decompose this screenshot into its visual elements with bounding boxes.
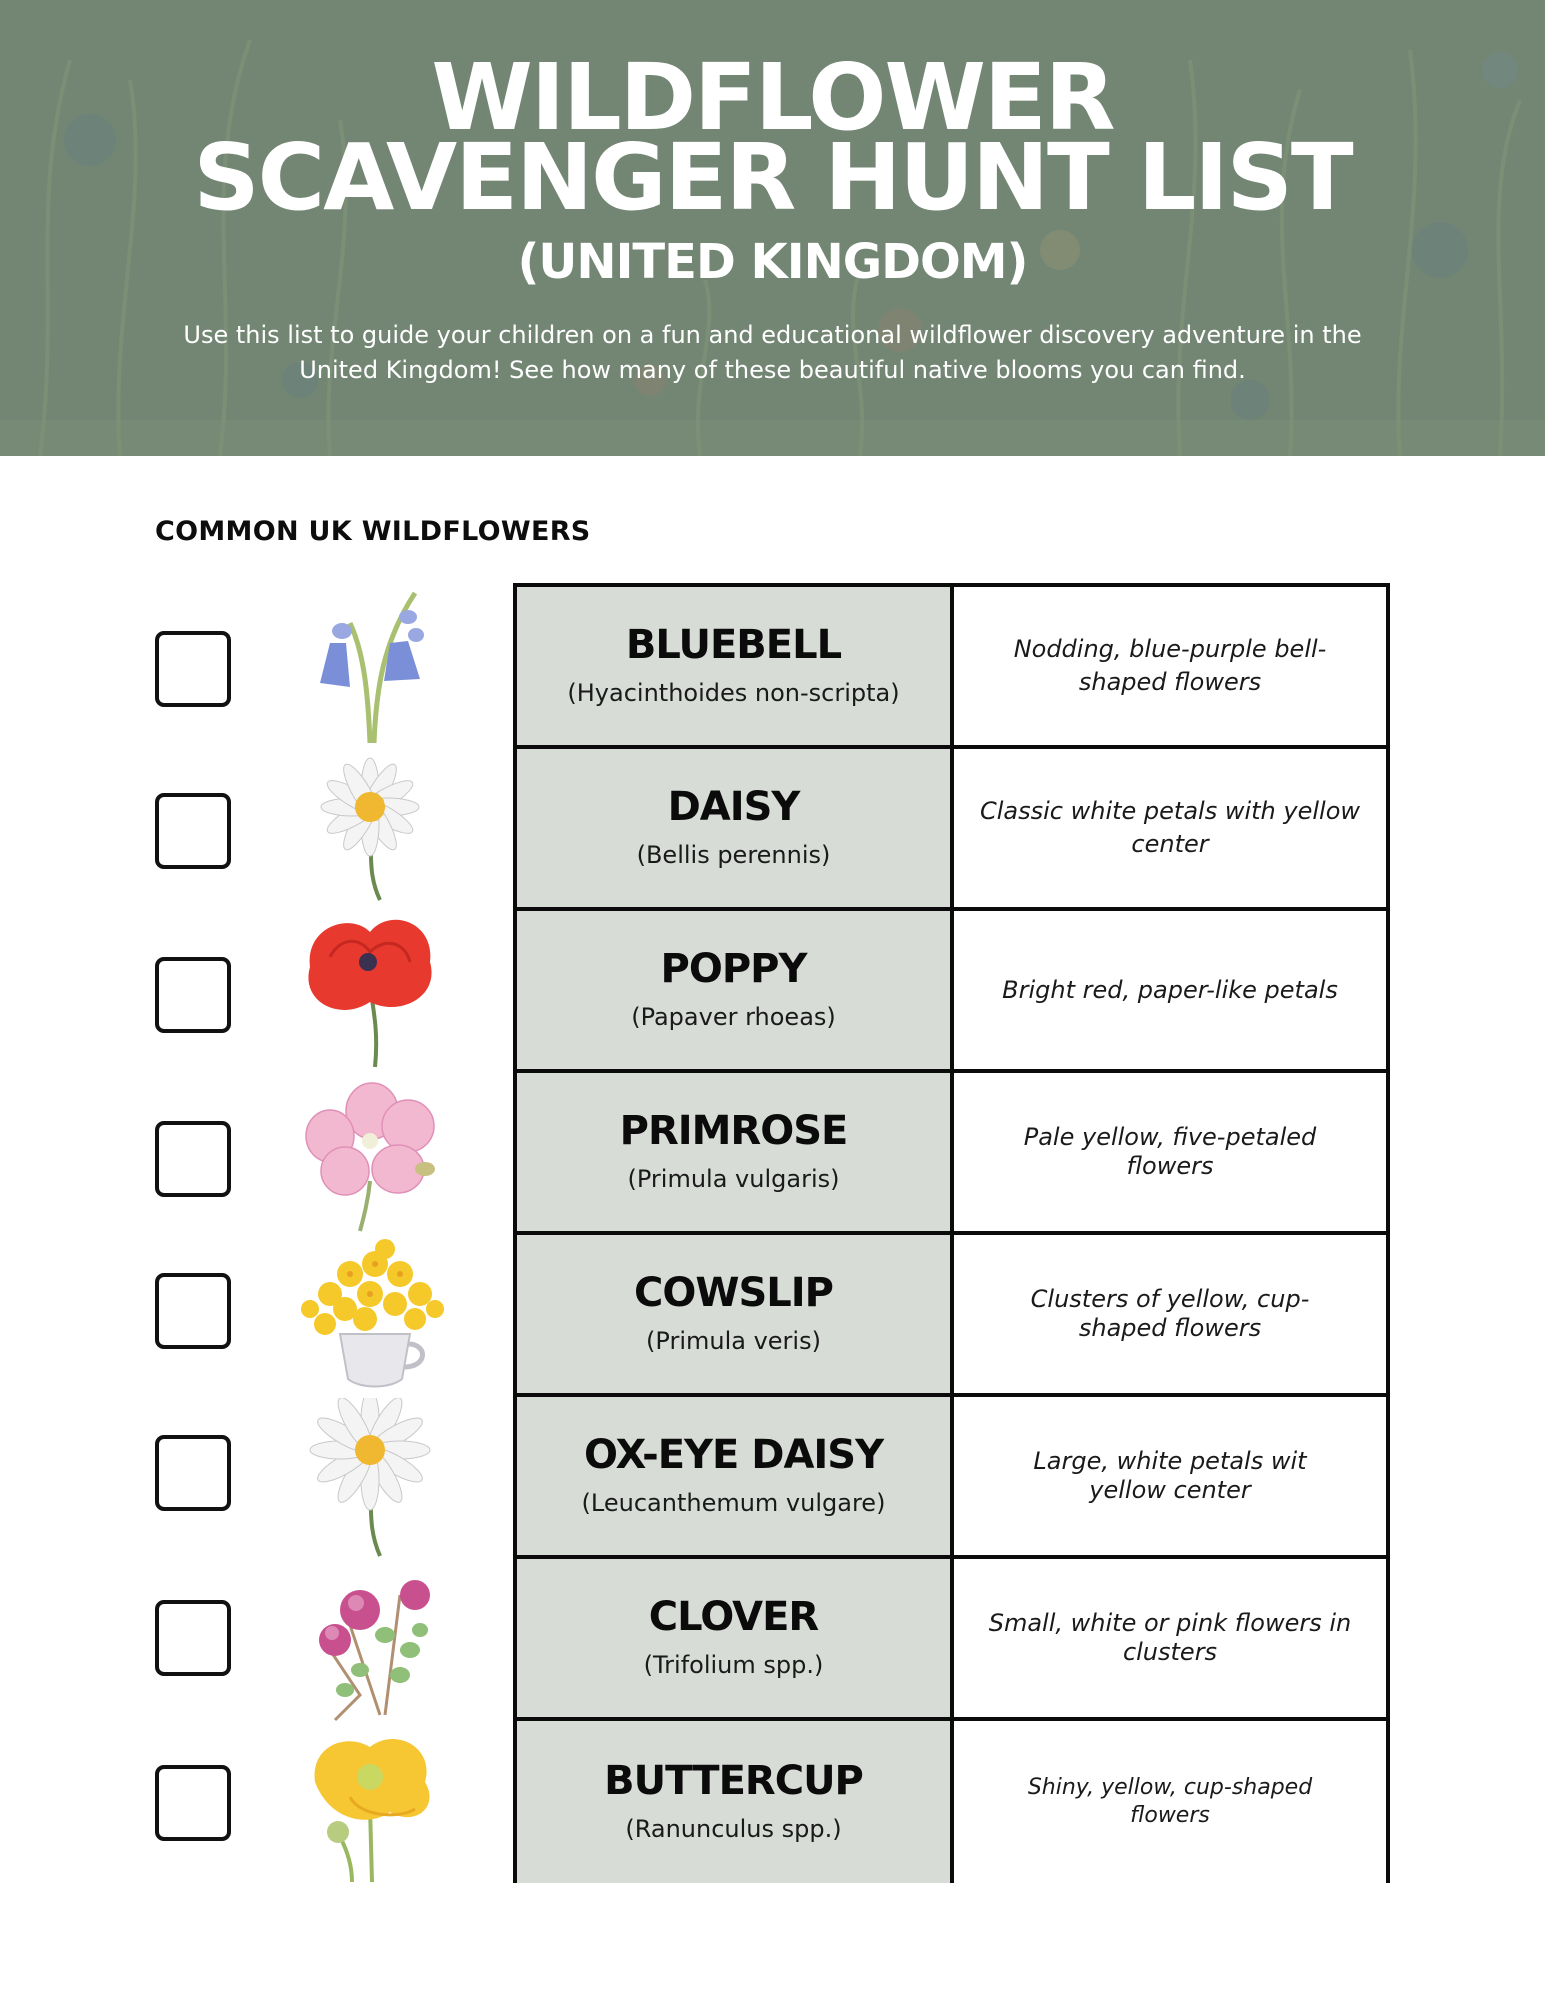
table-row bbox=[517, 587, 1386, 749]
clover-icon bbox=[290, 1575, 460, 1735]
common-name: COWSLIP bbox=[634, 1270, 833, 1316]
name-cell bbox=[517, 749, 954, 907]
list-item bbox=[0, 745, 500, 907]
flower-description: Nodding, blue-purple bell-shaped flowers bbox=[1013, 635, 1327, 696]
list-item bbox=[0, 1717, 500, 1879]
common-name: DAISY bbox=[667, 784, 800, 830]
table-row bbox=[517, 749, 1386, 911]
checkbox-poppy[interactable] bbox=[155, 957, 231, 1033]
list-item bbox=[0, 907, 500, 1069]
page-description: Use this list to guide your children on a fun and educational wildflower discovery adventure in the United Kingdom! See how many of these beautiful native blooms you can find. bbox=[183, 321, 1362, 384]
description-cell bbox=[954, 911, 1386, 1069]
flower-description: Pale yellow, five-petaled flowers bbox=[1023, 1123, 1317, 1180]
list-item bbox=[0, 1555, 500, 1717]
name-cell bbox=[517, 587, 954, 745]
flower-description: Large, white petals wit yellow center bbox=[1033, 1447, 1307, 1504]
description-cell bbox=[954, 1235, 1386, 1393]
ox-eye-daisy-icon bbox=[290, 1398, 460, 1558]
description-cell bbox=[954, 587, 1386, 745]
table-row bbox=[517, 1559, 1386, 1721]
name-cell bbox=[517, 1073, 954, 1231]
flower-description: Clusters of yellow, cup-shaped flowers bbox=[1030, 1285, 1310, 1342]
list-item bbox=[0, 1069, 500, 1231]
flower-description: Bright red, paper-like petals bbox=[1002, 975, 1338, 1004]
flower-description: Classic white petals with yellow center bbox=[979, 797, 1361, 858]
flower-description: Small, white or pink flowers in clusters bbox=[988, 1609, 1352, 1666]
daisy-icon bbox=[290, 745, 460, 905]
common-name: CLOVER bbox=[648, 1594, 819, 1640]
name-cell bbox=[517, 1721, 954, 1883]
page-subtitle: (UNITED KINGDOM) bbox=[517, 234, 1028, 290]
scientific-name: (Ranunculus spp.) bbox=[625, 1815, 842, 1843]
bluebell-icon bbox=[290, 583, 460, 743]
wildflower-table bbox=[513, 583, 1390, 1883]
common-name: PRIMROSE bbox=[619, 1108, 848, 1154]
scientific-name: (Leucanthemum vulgare) bbox=[581, 1489, 886, 1517]
name-cell bbox=[517, 911, 954, 1069]
section-heading: COMMON UK WILDFLOWERS bbox=[155, 516, 591, 547]
checkbox-primrose[interactable] bbox=[155, 1121, 231, 1197]
table-row bbox=[517, 1235, 1386, 1397]
list-item bbox=[0, 1393, 500, 1555]
checkbox-buttercup[interactable] bbox=[155, 1765, 231, 1841]
poppy-icon bbox=[290, 907, 460, 1067]
page-title-line-1: WILDFLOWER bbox=[431, 44, 1114, 151]
scientific-name: (Papaver rhoeas) bbox=[631, 1003, 836, 1031]
buttercup-icon bbox=[290, 1727, 460, 1887]
flower-description: Shiny, yellow, cup-shaped flowers bbox=[1027, 1775, 1313, 1828]
checkbox-cowslip[interactable] bbox=[155, 1273, 231, 1349]
description-cell bbox=[954, 1559, 1386, 1717]
list-item bbox=[0, 1231, 500, 1393]
checkbox-ox-eye-daisy[interactable] bbox=[155, 1435, 231, 1511]
name-cell bbox=[517, 1397, 954, 1555]
primrose-icon bbox=[290, 1081, 460, 1241]
table-row bbox=[517, 911, 1386, 1073]
description-cell bbox=[954, 1073, 1386, 1231]
description-cell bbox=[954, 1721, 1386, 1883]
checkbox-bluebell[interactable] bbox=[155, 631, 231, 707]
scientific-name: (Primula veris) bbox=[646, 1327, 821, 1355]
checkbox-daisy[interactable] bbox=[155, 793, 231, 869]
header-banner bbox=[0, 0, 1545, 456]
table-row bbox=[517, 1397, 1386, 1559]
scientific-name: (Primula vulgaris) bbox=[627, 1165, 840, 1193]
description-cell bbox=[954, 1397, 1386, 1555]
common-name: OX-EYE DAISY bbox=[583, 1432, 884, 1478]
checkbox-clover[interactable] bbox=[155, 1600, 231, 1676]
list-item bbox=[0, 583, 500, 745]
scientific-name: (Trifolium spp.) bbox=[643, 1651, 824, 1679]
scientific-name: (Hyacinthoides non-scripta) bbox=[567, 679, 900, 707]
name-cell bbox=[517, 1559, 954, 1717]
table-row bbox=[517, 1073, 1386, 1235]
table-row bbox=[517, 1721, 1386, 1883]
name-cell bbox=[517, 1235, 954, 1393]
scientific-name: (Bellis perennis) bbox=[636, 841, 831, 869]
description-cell bbox=[954, 749, 1386, 907]
page-title-line-2: SCAVENGER HUNT LIST bbox=[193, 124, 1352, 231]
common-name: BLUEBELL bbox=[625, 622, 842, 668]
common-name: POPPY bbox=[660, 946, 807, 992]
common-name: BUTTERCUP bbox=[604, 1758, 863, 1804]
cowslip-icon bbox=[290, 1239, 460, 1399]
